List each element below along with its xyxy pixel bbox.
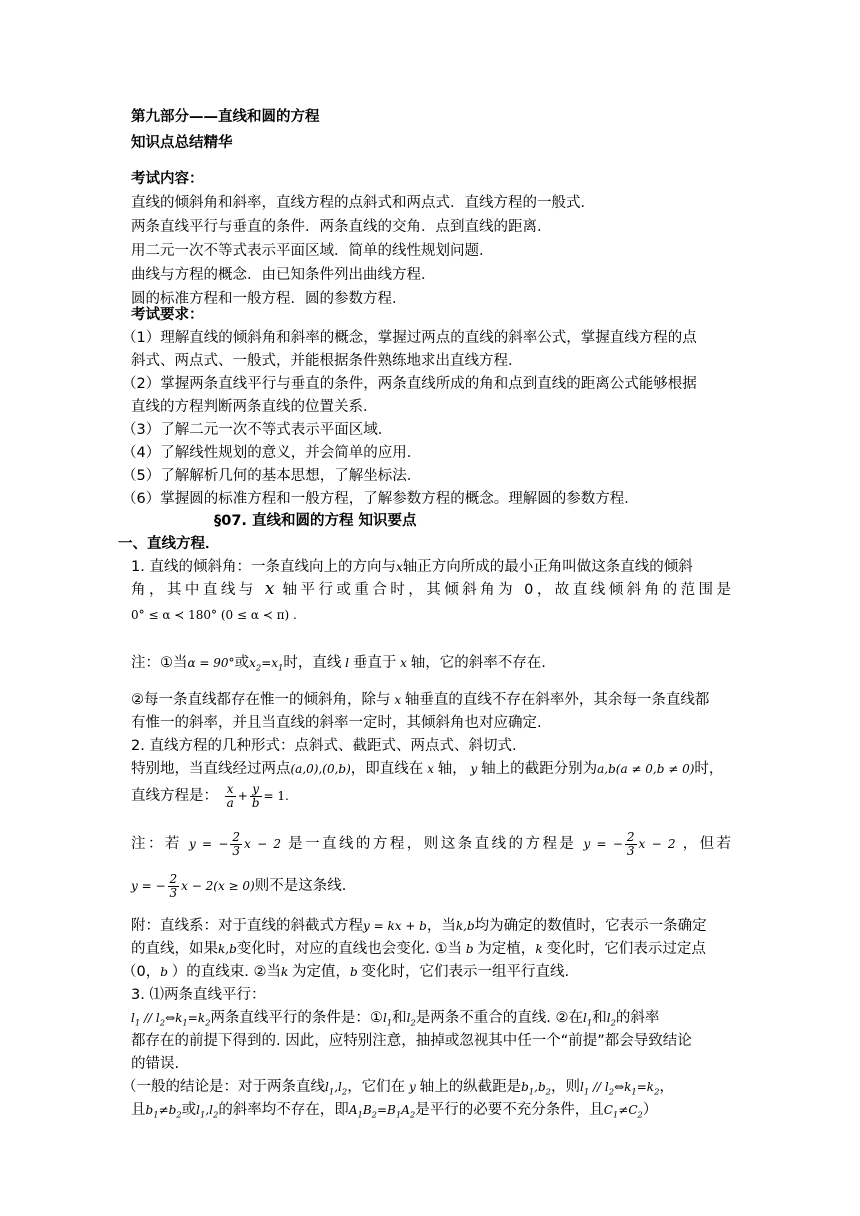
paragraph-line: （一般的结论是：对于两条直线$l_1,l_2$，它们在 y 轴上的纵截距是$b_1,b_2$，则$l_1$ // $l_2\Leftrightarrow k_1=k_2$， bbox=[122, 1079, 674, 1097]
exam-content-item: 两条直线平行与垂直的条件．两条直线的交角．点到直线的距离． bbox=[131, 219, 552, 235]
exam-content-item: 直线的倾斜角和斜率，直线方程的点斜式和两点式．直线方程的一般式． bbox=[131, 195, 595, 211]
exam-content-item: 圆的标准方程和一般方程．圆的参数方程． bbox=[131, 291, 407, 307]
exam-req-line: （5）了解解析几何的基本思想，了解坐标法． bbox=[122, 468, 422, 484]
exam-content-item: 用二元一次不等式表示平面区域．简单的线性规划问题． bbox=[131, 243, 494, 259]
note-line: 注：①当α = 90°或$x_2=x_1$时，直线 l 垂直于 x 轴，它的斜率不存在. bbox=[131, 655, 546, 673]
exam-content-item: 曲线与方程的概念．由已知条件列出曲线方程． bbox=[131, 267, 436, 283]
doc-title: 第九部分——直线和圆的方程 bbox=[131, 109, 320, 125]
note-line: y = − $\frac{2}{3}$ x − 2(x ≥ 0)则不是这条线. bbox=[131, 872, 347, 900]
paragraph-line: （0，b ）的直线束. ②当k 为定值，b 变化时，它们表示一组平行直线. bbox=[122, 964, 570, 980]
paragraph-line: 的错误. bbox=[131, 1056, 180, 1072]
paragraph-line: 附：直线系：对于直线的斜截式方程y = kx + b，当k,b均为确定的数值时，它表示一条确定 bbox=[131, 918, 707, 934]
paragraph-line: $l_1$ // $l_2\Leftrightarrow k_1=k_2$两条直线平行的条件是：$①l_1$和$l_2$是两条不重合的直线. ②在$l_1$和$l_2$的斜率 bbox=[131, 1010, 660, 1028]
exam-req-line: （1）理解直线的倾斜角和斜率的概念，掌握过两点的直线的斜率公式，掌握直线方程的点 bbox=[122, 330, 697, 346]
note-line: 有惟一的斜率，并且当直线的斜率一定时，其倾斜角也对应确定. bbox=[131, 715, 542, 731]
exam-req-line: 斜式、两点式、一般式，并能根据条件熟练地求出直线方程． bbox=[131, 353, 523, 369]
paragraph-line: 都存在的前提下得到的. 因此，应特别注意，抽掉或忽视其中任一个“前提”都会导致结论 bbox=[131, 1033, 692, 1049]
fraction-y-over-b: $\frac{y}{b}$ bbox=[251, 781, 260, 810]
exam-req-heading: 考试要求： bbox=[131, 307, 204, 323]
exam-req-line: （3）了解二元一次不等式表示平面区域． bbox=[122, 422, 393, 438]
fraction-x-over-a: $\frac{x}{a}$ bbox=[226, 781, 234, 810]
exam-req-line: （2）掌握两条直线平行与垂直的条件，两条直线所成的角和点到直线的距离公式能够根据 bbox=[122, 376, 697, 392]
paragraph-line: 2. 直线方程的几种形式：点斜式、截距式、两点式、斜切式. bbox=[131, 738, 517, 754]
paragraph-line: 3. ⑴两条直线平行： bbox=[131, 987, 266, 1003]
exam-req-line: 直线的方程判断两条直线的位置关系． bbox=[131, 399, 378, 415]
paragraph-line: 1. 直线的倾斜角：一条直线向上的方向与x轴正方向所成的最小正角叫做这条直线的倾斜 bbox=[131, 559, 693, 575]
note-line: ②每一条直线都存在惟一的倾斜角，除与 x 轴垂直的直线不存在斜率外，其余每一条直线都 bbox=[131, 692, 710, 708]
paragraph-line: 的直线，如果k,b变化时，对应的直线也会变化. ①当 b 为定植，k 变化时，它们表示过定点 bbox=[131, 941, 706, 957]
paragraph-line: 且$b_1\ne b_2$或$l_1,l_2$的斜率均不存在，即$A_1B_2=B_1A_2$是平行的必要不充分条件，且$C_1\ne C_2$） bbox=[131, 1102, 658, 1120]
exam-req-line: （4）了解线性规划的意义，并会简单的应用． bbox=[122, 445, 422, 461]
paragraph-line: 角，其中直线与 x 轴平行或重合时，其倾斜角为 0，故直线倾斜角的范围是 bbox=[131, 579, 731, 599]
doc-subtitle: 知识点总结精华 bbox=[131, 135, 233, 151]
paragraph-line: 特别地，当直线经过两点(a,0),(0,b)，即直线在 x 轴， y 轴上的截距分别为a,b(a ≠ 0,b ≠ 0)时， bbox=[131, 761, 724, 777]
angle-range-formula: 0° ≤ α ≺ 180° (0 ≤ α ≺ π) . bbox=[131, 608, 297, 622]
part-heading: 一、直线方程． bbox=[118, 536, 220, 552]
note-line: 注：若 y = − $\frac{2}{3}$ x − 2 是一直线的方程，则这条直线的方程是 y = − $\frac{2}{3}$ x − 2 ，但若 bbox=[131, 830, 732, 858]
intercept-form-line: 直线方程是： $\frac{x}{a}$ + $\frac{y}{b}$ = 1. bbox=[131, 781, 289, 810]
exam-req-line: （6）掌握圆的标准方程和一般方程，了解参数方程的概念。理解圆的参数方程． bbox=[122, 491, 639, 507]
section-title: §07. 直线和圆的方程 知识要点 bbox=[214, 513, 417, 529]
exam-content-heading: 考试内容： bbox=[131, 171, 204, 187]
